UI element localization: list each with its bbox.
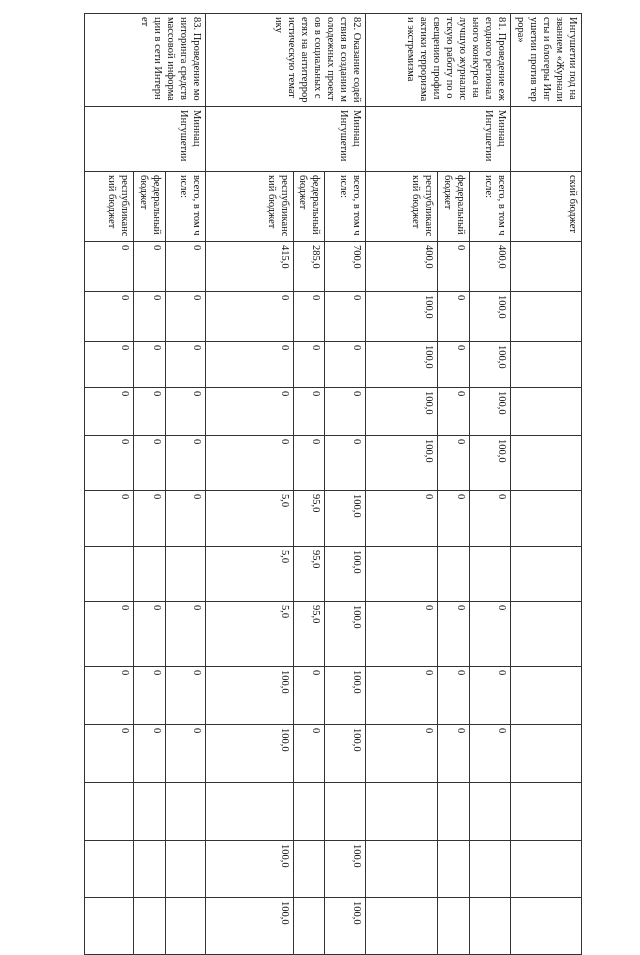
year-amount-cell: 0 (165, 342, 206, 388)
year-amount-cell: 0 (206, 388, 294, 436)
year-amount-cell: 100,0 (325, 725, 366, 783)
year-amount-cell: 0 (85, 342, 134, 388)
year-amount-cell (510, 547, 581, 602)
year-amount-cell: 100,0 (469, 388, 510, 436)
year-amount-cell (165, 547, 206, 602)
year-amount-cell: 100,0 (325, 602, 366, 667)
total-amount-cell: 0 (85, 242, 134, 292)
year-amount-cell (510, 898, 581, 955)
year-amount-cell (325, 783, 366, 841)
year-amount-cell: 0 (206, 436, 294, 491)
year-amount-cell: 0 (133, 667, 165, 725)
year-amount-cell: 0 (165, 491, 206, 547)
year-amount-cell: 0 (366, 667, 438, 725)
year-amount-cell (85, 898, 134, 955)
table-row (165, 14, 206, 955)
year-amount-cell: 0 (293, 292, 325, 342)
year-amount-cell (510, 667, 581, 725)
year-amount-cell: 0 (133, 436, 165, 491)
year-amount-cell (366, 898, 438, 955)
year-amount-cell: 0 (85, 602, 134, 667)
year-amount-cell (293, 841, 325, 898)
total-amount-cell (510, 242, 581, 292)
year-amount-cell: 0 (165, 725, 206, 783)
rotated-table-container (84, 13, 582, 925)
year-amount-cell: 100,0 (206, 667, 294, 725)
year-amount-cell: 100,0 (366, 292, 438, 342)
year-amount-cell (438, 783, 470, 841)
year-amount-cell: 0 (366, 725, 438, 783)
year-amount-cell: 0 (325, 388, 366, 436)
year-amount-cell (366, 841, 438, 898)
year-amount-cell (85, 547, 134, 602)
year-amount-cell: 0 (325, 342, 366, 388)
year-amount-cell: 0 (133, 388, 165, 436)
year-amount-cell: 100,0 (325, 547, 366, 602)
year-amount-cell: 0 (469, 667, 510, 725)
year-amount-cell: 100,0 (206, 841, 294, 898)
activity-name-cell: Ингушетии под названием «Журналисты и блогеры Ингушетии против террора» (510, 14, 581, 107)
activity-name-cell: 82. Оказание содействия в создании молодежных проектов в социальных сетях на антитеррористическую тематику (206, 14, 366, 107)
year-amount-cell: 100,0 (469, 436, 510, 491)
year-amount-cell (510, 388, 581, 436)
year-amount-cell: 100,0 (366, 342, 438, 388)
year-amount-cell (469, 841, 510, 898)
year-amount-cell: 0 (133, 725, 165, 783)
table-row (325, 14, 366, 955)
year-amount-cell: 0 (366, 602, 438, 667)
total-amount-cell: 0 (438, 242, 470, 292)
year-amount-cell (438, 898, 470, 955)
year-amount-cell: 0 (85, 388, 134, 436)
funding-source-cell: республиканский бюджет (366, 172, 438, 242)
year-amount-cell: 0 (366, 491, 438, 547)
year-amount-cell: 0 (325, 292, 366, 342)
year-amount-cell: 0 (85, 725, 134, 783)
year-amount-cell: 0 (85, 491, 134, 547)
funding-source-cell: всего, в том числе: (325, 172, 366, 242)
year-amount-cell: 0 (438, 725, 470, 783)
year-amount-cell: 0 (165, 388, 206, 436)
year-amount-cell: 100,0 (366, 436, 438, 491)
year-amount-cell (293, 783, 325, 841)
year-amount-cell: 100,0 (469, 292, 510, 342)
year-amount-cell: 100,0 (325, 841, 366, 898)
year-amount-cell: 95,0 (293, 602, 325, 667)
funding-source-cell: ский бюджет (510, 172, 581, 242)
total-amount-cell: 0 (133, 242, 165, 292)
year-amount-cell: 0 (165, 292, 206, 342)
year-amount-cell: 0 (438, 602, 470, 667)
year-amount-cell (510, 436, 581, 491)
year-amount-cell (366, 547, 438, 602)
table-row (510, 14, 581, 955)
year-amount-cell: 5,0 (206, 547, 294, 602)
year-amount-cell: 0 (165, 602, 206, 667)
year-amount-cell (293, 898, 325, 955)
activity-name-cell: 81. Проведение ежегодного регионального конкурса на лучшую журналистскую работу по освещению профилактики терроризма и экстремизма (366, 14, 511, 107)
year-amount-cell: 0 (85, 436, 134, 491)
year-amount-cell: 100,0 (325, 667, 366, 725)
year-amount-cell: 100,0 (366, 388, 438, 436)
responsible-org-cell: Миннац Ингушетии (85, 107, 206, 172)
year-amount-cell (510, 491, 581, 547)
year-amount-cell (438, 841, 470, 898)
year-amount-cell (510, 602, 581, 667)
total-amount-cell: 415,0 (206, 242, 294, 292)
year-amount-cell: 0 (133, 602, 165, 667)
year-amount-cell (510, 292, 581, 342)
year-amount-cell: 0 (438, 342, 470, 388)
year-amount-cell (510, 783, 581, 841)
year-amount-cell: 100,0 (206, 898, 294, 955)
year-amount-cell: 0 (165, 667, 206, 725)
year-amount-cell: 0 (133, 292, 165, 342)
year-amount-cell (165, 898, 206, 955)
year-amount-cell (510, 725, 581, 783)
year-amount-cell: 0 (293, 388, 325, 436)
responsible-org-cell: Миннац Ингушетии (366, 107, 511, 172)
year-amount-cell: 5,0 (206, 491, 294, 547)
year-amount-cell: 0 (293, 725, 325, 783)
year-amount-cell (510, 841, 581, 898)
total-amount-cell: 0 (165, 242, 206, 292)
year-amount-cell: 0 (469, 725, 510, 783)
year-amount-cell: 0 (165, 436, 206, 491)
total-amount-cell: 285,0 (293, 242, 325, 292)
year-amount-cell: 0 (469, 602, 510, 667)
year-amount-cell: 0 (85, 667, 134, 725)
year-amount-cell: 0 (293, 436, 325, 491)
table-body (85, 14, 582, 955)
total-amount-cell: 700,0 (325, 242, 366, 292)
funding-source-cell: федеральный бюджет (133, 172, 165, 242)
year-amount-cell (133, 898, 165, 955)
year-amount-cell: 100,0 (206, 725, 294, 783)
funding-source-cell: республиканский бюджет (85, 172, 134, 242)
year-amount-cell (206, 783, 294, 841)
year-amount-cell (438, 547, 470, 602)
funding-source-cell: республиканский бюджет (206, 172, 294, 242)
total-amount-cell: 400,0 (366, 242, 438, 292)
activity-name-cell: 83. Проведение мониторинга средств массовой информации в сети Интернет (85, 14, 206, 107)
year-amount-cell: 0 (85, 292, 134, 342)
year-amount-cell (165, 841, 206, 898)
year-amount-cell: 100,0 (325, 491, 366, 547)
year-amount-cell: 0 (206, 342, 294, 388)
table-row (469, 14, 510, 955)
year-amount-cell: 0 (133, 342, 165, 388)
year-amount-cell (510, 342, 581, 388)
year-amount-cell (133, 783, 165, 841)
year-amount-cell: 0 (325, 436, 366, 491)
year-amount-cell: 95,0 (293, 491, 325, 547)
year-amount-cell: 0 (206, 292, 294, 342)
year-amount-cell (133, 841, 165, 898)
program-funding-table (84, 13, 582, 955)
year-amount-cell (366, 783, 438, 841)
responsible-org-cell: Миннац Ингушетии (206, 107, 366, 172)
funding-source-cell: федеральный бюджет (438, 172, 470, 242)
year-amount-cell (469, 898, 510, 955)
year-amount-cell: 0 (293, 342, 325, 388)
year-amount-cell: 0 (438, 491, 470, 547)
year-amount-cell: 0 (438, 388, 470, 436)
year-amount-cell (133, 547, 165, 602)
year-amount-cell (85, 841, 134, 898)
year-amount-cell: 100,0 (469, 342, 510, 388)
responsible-org-cell (510, 107, 581, 172)
funding-source-cell: федеральный бюджет (293, 172, 325, 242)
year-amount-cell: 0 (293, 667, 325, 725)
total-amount-cell: 400,0 (469, 242, 510, 292)
year-amount-cell: 0 (133, 491, 165, 547)
year-amount-cell: 0 (438, 436, 470, 491)
year-amount-cell: 95,0 (293, 547, 325, 602)
year-amount-cell: 5,0 (206, 602, 294, 667)
year-amount-cell: 0 (438, 292, 470, 342)
year-amount-cell (469, 547, 510, 602)
year-amount-cell: 0 (438, 667, 470, 725)
year-amount-cell (165, 783, 206, 841)
year-amount-cell: 100,0 (325, 898, 366, 955)
funding-source-cell: всего, в том числе: (469, 172, 510, 242)
year-amount-cell (85, 783, 134, 841)
year-amount-cell (469, 783, 510, 841)
funding-source-cell: всего, в том числе: (165, 172, 206, 242)
year-amount-cell: 0 (469, 491, 510, 547)
